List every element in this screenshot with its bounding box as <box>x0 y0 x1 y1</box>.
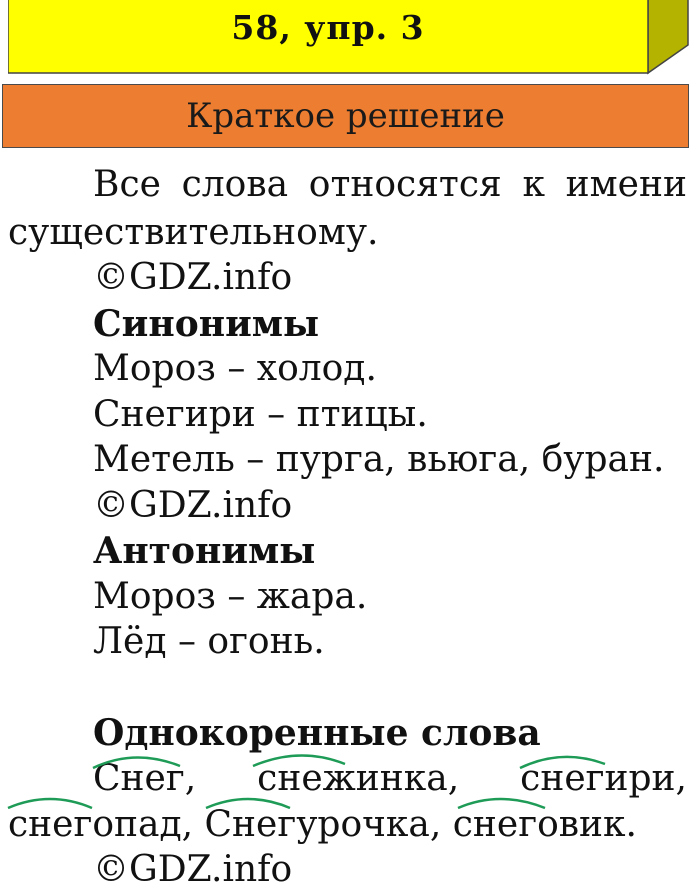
watermark: ©GDZ.info <box>93 485 293 526</box>
intro-line-2: существительному. <box>8 212 379 253</box>
intro-word: к <box>522 164 545 205</box>
synonyms-heading: Синонимы <box>93 303 320 345</box>
antonym-line: Мороз – жара. <box>93 576 368 617</box>
root-mark-arc <box>8 799 92 808</box>
cognate-word: снежинка, <box>257 758 460 799</box>
banner-label: Краткое решение <box>186 96 505 136</box>
root-mark-arc <box>93 757 180 768</box>
antonym-line: Лёд – огонь. <box>93 621 325 662</box>
watermark: ©GDZ.info <box>93 849 293 890</box>
root-mark-arc <box>520 757 605 768</box>
cognates-heading: Однокоренные слова <box>93 712 541 754</box>
synonym-line: Снегири – птицы. <box>93 394 428 435</box>
root-mark-arc <box>458 799 545 808</box>
root-mark-arc <box>206 799 290 808</box>
cognate-word: снегири, <box>520 758 687 799</box>
root-mark-arc <box>253 755 345 766</box>
intro-word: слова <box>181 164 289 205</box>
intro-word: имени <box>565 164 687 205</box>
watermark: ©GDZ.info <box>93 257 293 298</box>
cognate-word: Снег, <box>93 758 197 799</box>
cognates-line-2: снегопад, Снегурочка, снеговик. <box>8 804 637 845</box>
intro-word: Все <box>93 164 161 205</box>
synonym-line: Мороз – холод. <box>93 348 377 389</box>
intro-word: относятся <box>308 164 502 205</box>
page-title: 58, упр. 3 <box>231 8 425 47</box>
synonym-line: Метель – пурга, вьюга, буран. <box>93 439 665 480</box>
antonyms-heading: Антонимы <box>93 530 316 572</box>
